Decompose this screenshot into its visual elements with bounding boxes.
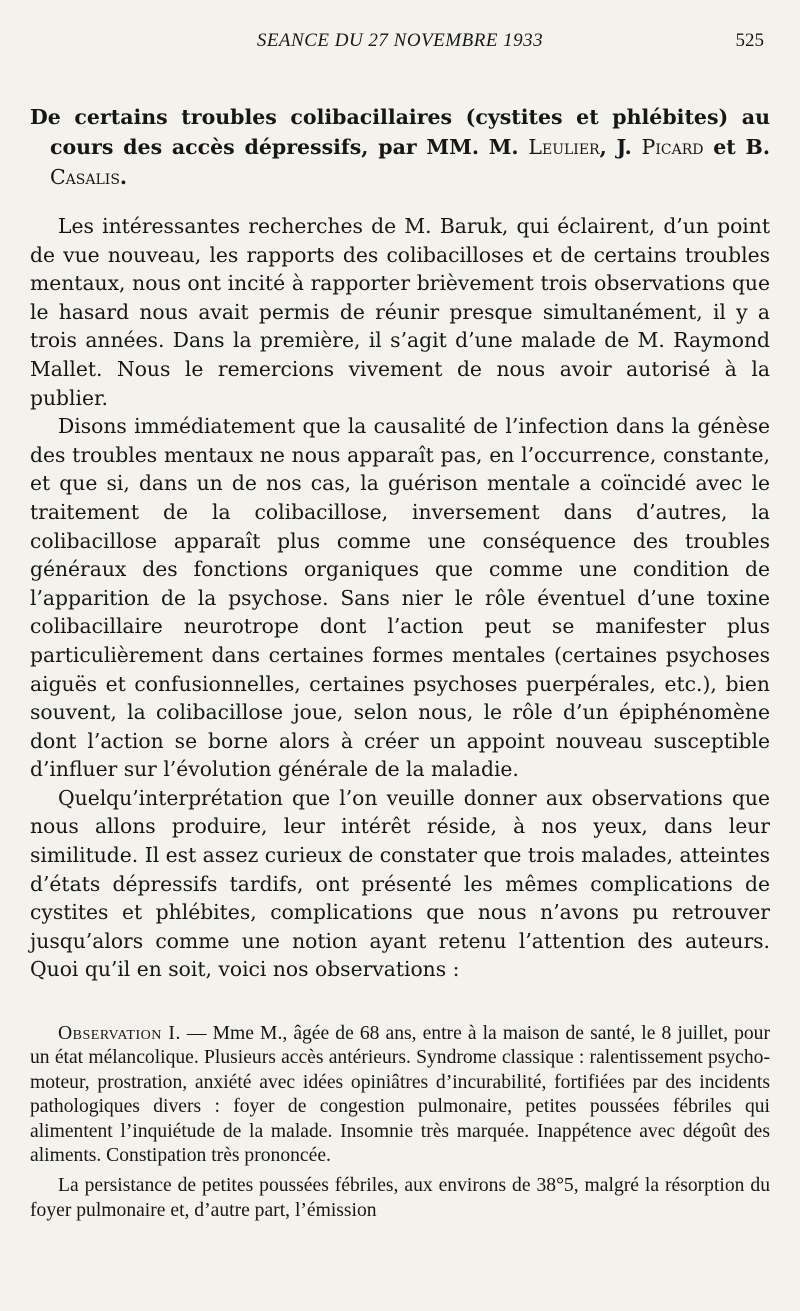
paragraph-interpretation: Quelqu’interprétation que l’on veuille donner aux observations que nous allons produire, leur intérêt réside, à nos yeux, dans leur similitude. Il est assez curieux de constater que trois malades, atteintes d’états dépressifs tardifs, ont présenté les mêmes complications de cystites et phlébites, complications que nous n’avons pu retrouver jusqu’alors comme une notion ayant retenu l’attention des auteurs. Quoi qu’il en soit, voici nos observations : (30, 785, 770, 982)
byline-prefix: par MM. M. (378, 135, 529, 159)
observation-paragraph (30, 1022, 770, 1168)
running-header (30, 30, 770, 54)
observation-label: Observation I. (58, 1023, 181, 1044)
paragraph-introduction: Les intéressantes recherches de M. Baruk, qui éclairent, d’un point de vue nouveau, les rapports des colibacilloses et de certains troubles mentaux, nous ont incité à rapporter brièvement trois observations que le hasard nous avait permis de réunir presque simultanément, il y a trois années. Dans la première, il s’agit d’une malade de M. Raymond Mallet. Nous le remercions vivement de nous avoir autorisé à la publier. (30, 214, 770, 410)
running-title: SEANCE DU 27 NOVEMBRE 1933 (256, 30, 544, 51)
observation-text: — Mme M., âgée de 68 ans, entre à la maison de santé, le 8 juillet, pour un état mélancolique. Plusieurs accès antérieurs. Syndrome classique : ralentissement psycho-moteur, prostration, anxiété avec idées opiniâtres d’incurabilité, fortifiées par des incidents pathologiques divers : foyer de congestion pulmonaire, petites poussées fébriles qui alimentent l’inquiétude de la malade. Insomnie très marquée. Inappétence avec dégoût des aliments. Constipation très prononcée. (30, 1023, 770, 1167)
byline-sep-2: et B. (703, 135, 771, 159)
author-leulier: Leulier (528, 135, 600, 159)
observation-section (30, 1022, 770, 1229)
title-text: De certains troubles colibacillaires (cystites et phlébites) au cours des accès dépressifs, (30, 105, 770, 159)
byline-sep-1: , J. (599, 135, 642, 159)
article-title (30, 102, 770, 192)
paragraph-causality: Disons immédiatement que la causalité de l’infection dans la génèse des troubles mentaux ne nous apparaît pas, en l’occurrence, constante, et que si, dans un de nos cas, la guérison mentale a coïncidé avec le traitement de la colibacillose, inversement dans d’autres, la colibacillose apparaît plus comme une conséquence des troubles généraux des fonctions organiques que comme une condition de l’apparition de la psychose. Sans nier le rôle éventuel d’une toxine colibacillaire neurotrope dont l’action peut se manifester plus particulièrement dans certaines formes mentales (certaines psychoses aiguës et confusionnelles, certaines psychoses puerpérales, etc.), bien souvent, la colibacillose joue, selon nous, le rôle d’un épiphénomène dont l’action se borne alors à créer un appoint nouveau susceptible d’influer sur l’évolution générale de la maladie. (30, 414, 770, 782)
author-casalis: Casalis (50, 165, 120, 189)
page-number: 525 (735, 30, 764, 51)
byline-end: . (119, 165, 128, 189)
article-body (30, 212, 770, 984)
author-picard: Picard (641, 135, 704, 159)
observation-continuation: La persistance de petites poussées fébriles, aux environs de 38°5, malgré la résorption du foyer pulmonaire et, d’autre part, l’émission (30, 1175, 770, 1221)
